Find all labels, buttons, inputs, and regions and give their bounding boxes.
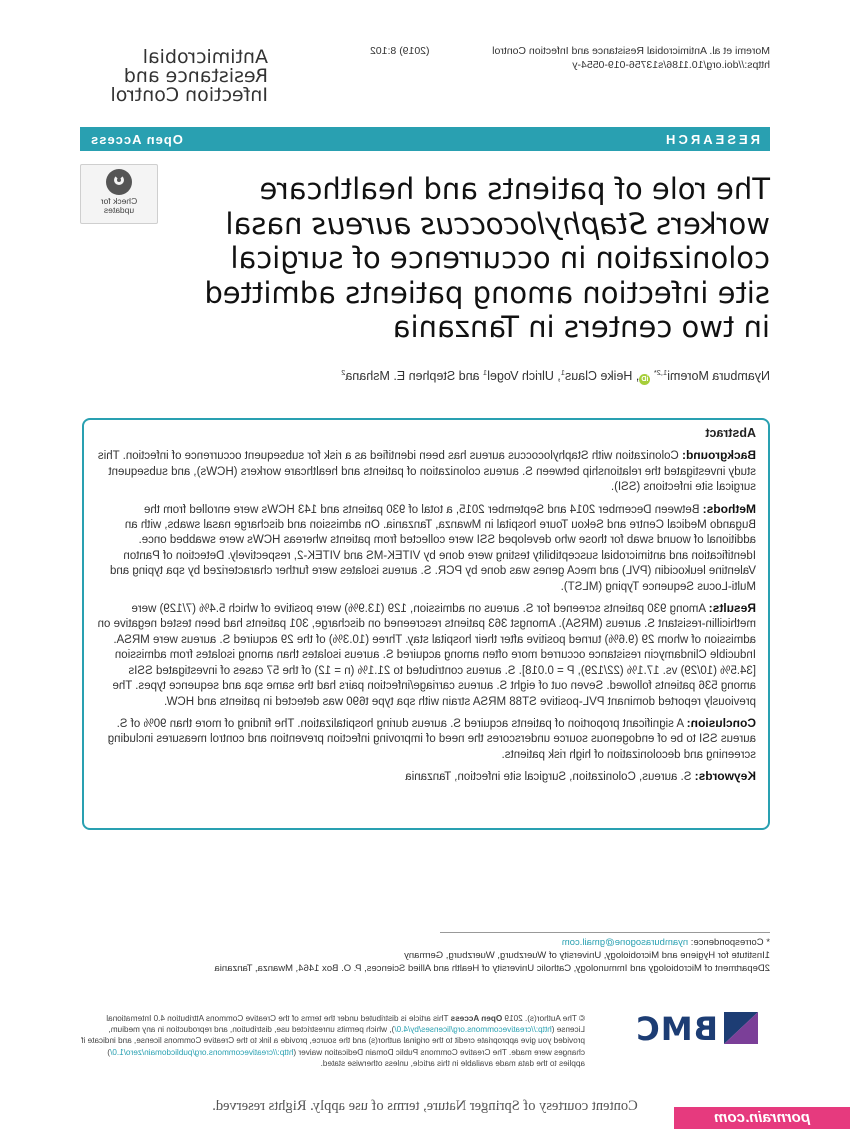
section-banner [80,127,770,151]
author-affiliation: 2 [341,368,346,377]
license-text-4: ) applies to the data made available in this article, unless otherwise stated. [107,1047,585,1068]
background-text: Colonization with Staphylococcus aureus has been identified as a risk for subsequent occurrence of infection. This study investigated the relationship between S. aureus colonization of patients and healthcare workers (HCWs), and subsequent surgical site infections (SSI). [97,450,756,494]
correspondence-email[interactable]: nyamburasogone@gmail.com [561,937,689,948]
bmc-wordmark: BMC [635,1010,718,1048]
bmc-logo-mark [724,1012,758,1044]
orcid-icon[interactable]: iD [641,376,649,384]
license-text-2: This article is distributed under the terms of the Creative Commons Attribution 4.0 International License ( [106,1014,585,1035]
title-part-2: nasal colonization in occurrence of surgical site infection among patients admitted in two centers in Tanzania [204,206,770,344]
author-name[interactable]: , Heike Claus [565,369,640,384]
doi-link[interactable]: https://doi.org/10.1186/s13756-019-0554-y [572,59,770,71]
author-name[interactable]: , Ulrich Vogel [487,369,561,384]
methods-text: Between December 2014 and September 2015, a total of 930 patients and 143 HCWs were enrolled from the Bugando Medical Centre and Sekou Toure hospital in Mwanza, Tanzania. On admission and discharge nasal swabs, with an additional of wound swab for those who developed SSI were collected from patients whereas HCWs were swabbed once. Identification and antimicrobial susceptibility testing were done by VITEK-MS and VITEK-2, respectively. Detection of Panton Valentine leukocidin (PVL) and mecA genes was done by PCR. S. aureus isolates were further characterized by spa typing and Multi-Locus Sequence Typing (MLST). [109,503,756,593]
title-species: Staphylococcus aureus [311,206,647,241]
license-text [80,1013,585,1069]
abstract-box [82,418,770,830]
abstract-methods [96,502,756,595]
abstract-heading: Abstract [705,426,756,440]
results-text: Among 930 patients screened for S. aureus on admission, 129 (13.9%) were positive of which 5.4% (7/129) were methicillin-resistant S. aureus (MRSA). Amongst 363 patients rescreened on discharge, 301 patients had been tested negative on admission of whom 29 (9.6%) turned positive after their hospital stay. Three (10.3%) of the 29 acquired S. aureus were MRSA. Inducible Clindamycin resistance occurred more often among acquired S. aureus isolates than among isolates from admission [34.5% (10/29) vs. 17.1% (22/129), P = 0.018]. S. aureus contributed to 21.1% (n = 12) of the 57 cases of investigated SSIs among 536 patients followed. Seven out of eight S. aureus carriage/infection pairs had the same spa and sequence types. The previously reported dominant PVL-positive ST88 MRSA strain with spa type t690 was detected in patients and HCW. [97,603,756,708]
conclusion-label: Conclusion: [686,715,756,730]
conclusion-text: A significant proportion of patients acquired S. aureus during hospitalization. The finding of more than 90% of S. aureus SSI to be of endogenous source underscores the need of improving infection prevention and control measures including screening and decolonization of high risk patients. [107,717,756,761]
author-name[interactable]: Nyambura Moremi [667,369,770,384]
section-label: RESEARCH [663,131,760,147]
check-for-updates-button[interactable] [80,164,158,224]
affiliation-2: 2Department of Microbiology and Immunology, Catholic University of Health and Allied Sciences, P. O. Box 1464, Mwanza, Tanzania [214,963,770,975]
keywords-label: Keywords: [694,769,756,784]
license-link[interactable]: http://creativecommons.org/licenses/by/4.0/ [394,1025,552,1035]
courtesy-notice: Content courtesy of Springer Nature, terms of use apply. Rights reserved. [212,1098,638,1114]
abstract-conclusion [96,716,756,763]
check-for-updates-icon [106,169,132,195]
correspondence [80,936,770,949]
citation-year: (2019) 8:102 [370,45,430,57]
license-text-3: ), which permits unrestricted use, distribution, and reproduction in any medium, provided you give appropriate credit to the original author(s) and the source, provide a link to the Creative Commons license, and indicate if changes were made. The Creative Commons Public Domain Dedication waiver ( [81,1025,585,1057]
open-access-label: Open Access [90,131,183,147]
footnotes [80,932,770,976]
affiliation-1: 1Institute for Hygiene and Microbiology, University of Wuerzburg, Wuerzburg, Germany [404,950,770,962]
methods-label: Methods: [702,501,756,516]
citation-block [370,44,770,72]
journal-logo: Antimicrobial Resistance and Infection Control [110,46,268,106]
license-open-access: Open Access [450,1014,503,1023]
author-list [170,368,770,385]
keywords-text: S. aureus, Colonization, Surgical site infection, Tanzania [405,771,692,784]
abstract-results [96,601,756,710]
background-label: Background: [681,448,756,463]
license-copyright: © The Author(s). 2019 [502,1014,585,1023]
check-updates-line-1: Check for [100,196,138,206]
abstract-keywords [96,769,756,785]
public-domain-link[interactable]: http://creativecommons.org/publicdomain/zero/1.0/ [110,1047,294,1057]
author-affiliation: 1 [560,368,565,377]
article-title [170,172,770,345]
correspondence-label: * Correspondence: [688,937,770,948]
bmc-logo [608,1010,758,1048]
author-affiliation: 1 [483,368,488,377]
author-name[interactable]: and Stephen E. Mshana [345,369,483,384]
author-affiliation: 1,2* [653,368,668,377]
results-label: Results: [708,601,756,616]
abstract-background [96,448,756,495]
citation-journal: Moremi et al. Antimicrobial Resistance and Infection Control [492,45,770,57]
footnote-divider [440,932,770,933]
check-updates-line-2: updates [103,205,135,215]
watermark-badge: pornrain.com [674,1107,850,1129]
title-part-1: The role of patients and healthcare workers [259,172,770,241]
